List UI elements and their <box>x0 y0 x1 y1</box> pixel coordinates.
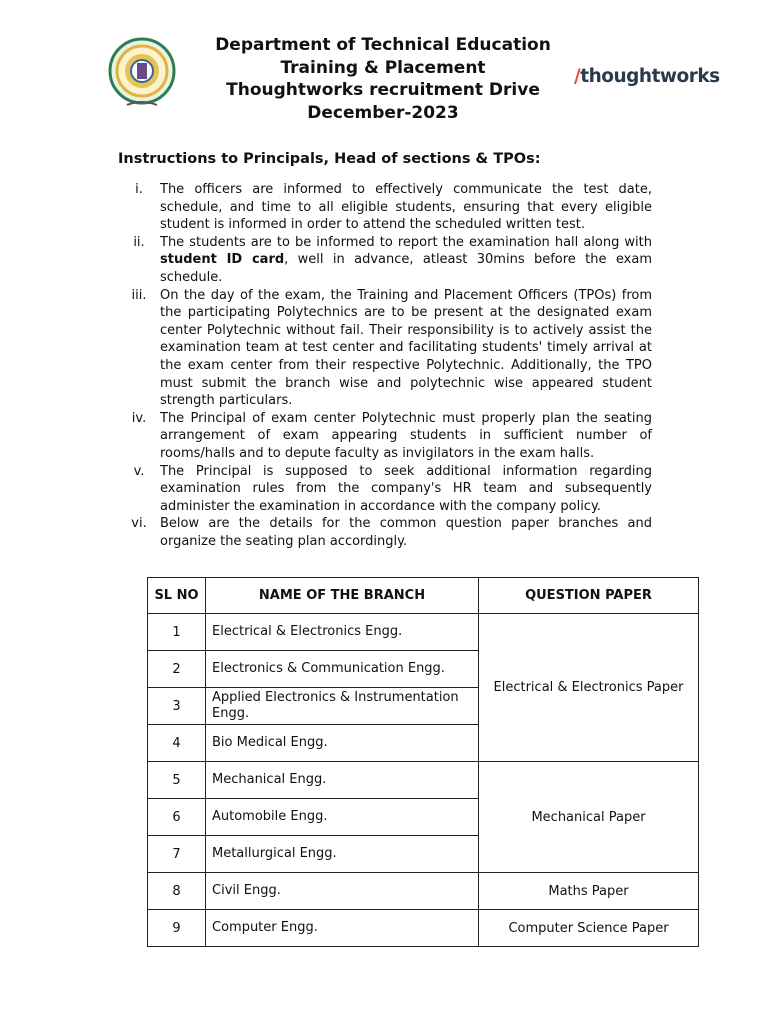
instructions-title: Instructions to Principals, Head of sections & TPOs: <box>118 151 541 167</box>
table-header-row <box>148 578 699 614</box>
instruction-item <box>118 181 652 234</box>
instruction-item <box>118 234 652 287</box>
instruction-text-part: The students are to be informed to report the examination hall along with <box>160 234 652 250</box>
table-row <box>148 910 699 947</box>
table-body <box>148 614 699 947</box>
table-row <box>148 762 699 799</box>
question-paper-cell: Electrical & Electronics Paper <box>479 614 699 762</box>
branch-cell: Bio Medical Engg. <box>206 725 479 762</box>
question-paper-cell: Computer Science Paper <box>479 910 699 947</box>
sl-no-cell: 3 <box>148 688 206 725</box>
sl-no-cell: 1 <box>148 614 206 651</box>
column-header-sl-no: SL NO <box>148 578 206 614</box>
instruction-number: i. <box>135 182 143 197</box>
table-row <box>148 873 699 910</box>
instruction-item <box>118 287 652 410</box>
instruction-item <box>118 515 652 550</box>
branch-cell: Mechanical Engg. <box>206 762 479 799</box>
sl-no-cell: 5 <box>148 762 206 799</box>
instruction-number: iii. <box>131 287 147 303</box>
thoughtworks-logo: /thoughtworks <box>574 66 720 87</box>
instruction-text-part: , well in advance, atleast 30mins before the exam schedule. <box>160 252 652 285</box>
instruction-text: Below are the details for the common question paper branches and organize the seating plan accordingly. <box>160 516 652 549</box>
sl-no-cell: 4 <box>148 725 206 762</box>
header-line-3: Thoughtworks recruitment Drive <box>226 80 540 100</box>
column-header-branch: NAME OF THE BRANCH <box>206 578 479 614</box>
sl-no-cell: 6 <box>148 799 206 836</box>
branch-cell: Applied Electronics & Instrumentation Engg. <box>206 688 479 725</box>
instruction-item <box>118 410 652 463</box>
branch-cell: Electrical & Electronics Engg. <box>206 614 479 651</box>
sl-no-cell: 8 <box>148 873 206 910</box>
sl-no-cell: 9 <box>148 910 206 947</box>
instruction-text <box>160 234 652 287</box>
document-header <box>198 34 568 124</box>
instruction-text: The Principal is supposed to seek additional information regarding examination rules from the company's HR team and subsequently administer the examination in accordance with the company policy. <box>160 463 652 514</box>
branch-paper-table <box>147 577 699 947</box>
column-header-question-paper: QUESTION PAPER <box>479 578 699 614</box>
branch-cell: Electronics & Communication Engg. <box>206 651 479 688</box>
instruction-number: v. <box>133 463 145 479</box>
instructions-list <box>118 181 652 550</box>
instruction-number: vi. <box>131 516 147 532</box>
andhra-pradesh-emblem <box>107 37 177 109</box>
branch-cell: Metallurgical Engg. <box>206 836 479 873</box>
branch-cell: Automobile Engg. <box>206 799 479 836</box>
question-paper-cell: Mechanical Paper <box>479 762 699 873</box>
sl-no-cell: 2 <box>148 651 206 688</box>
header-line-4: December-2023 <box>307 102 459 123</box>
instruction-item <box>118 463 652 516</box>
question-paper-cell: Maths Paper <box>479 873 699 910</box>
instruction-number: iv. <box>131 410 147 426</box>
header-line-2: Training & Placement <box>280 57 486 78</box>
branch-cell: Computer Engg. <box>206 910 479 947</box>
branch-cell: Civil Engg. <box>206 873 479 910</box>
table-row <box>148 614 699 651</box>
instruction-text: On the day of the exam, the Training and Placement Officers (TPOs) from the participating Polytechnics are to be present at the designated exam center Polytechnic without fail. Their responsibility is to actively assist the examination team at test center and facilitating students' timely arrival at the exam center from their respective Polytechnic. Additionally, the TPO must submit the branch wise and polytechnic wise appeared student strength particulars. <box>160 287 652 409</box>
instruction-number: ii. <box>133 234 145 250</box>
instruction-bold-text: student ID card <box>160 252 285 268</box>
header-line-1: Department of Technical Education <box>215 35 551 55</box>
instruction-text: The Principal of exam center Polytechnic must properly plan the seating arrangement of exam appearing students in sufficient number of rooms/halls and to depute faculty as invigilators in the exam halls. <box>160 410 652 461</box>
instruction-text: The officers are informed to effectively communicate the test date, schedule, and time to all eligible students, ensuring that every eligible student is informed in order to attend the scheduled written test. <box>160 182 652 233</box>
sl-no-cell: 7 <box>148 836 206 873</box>
